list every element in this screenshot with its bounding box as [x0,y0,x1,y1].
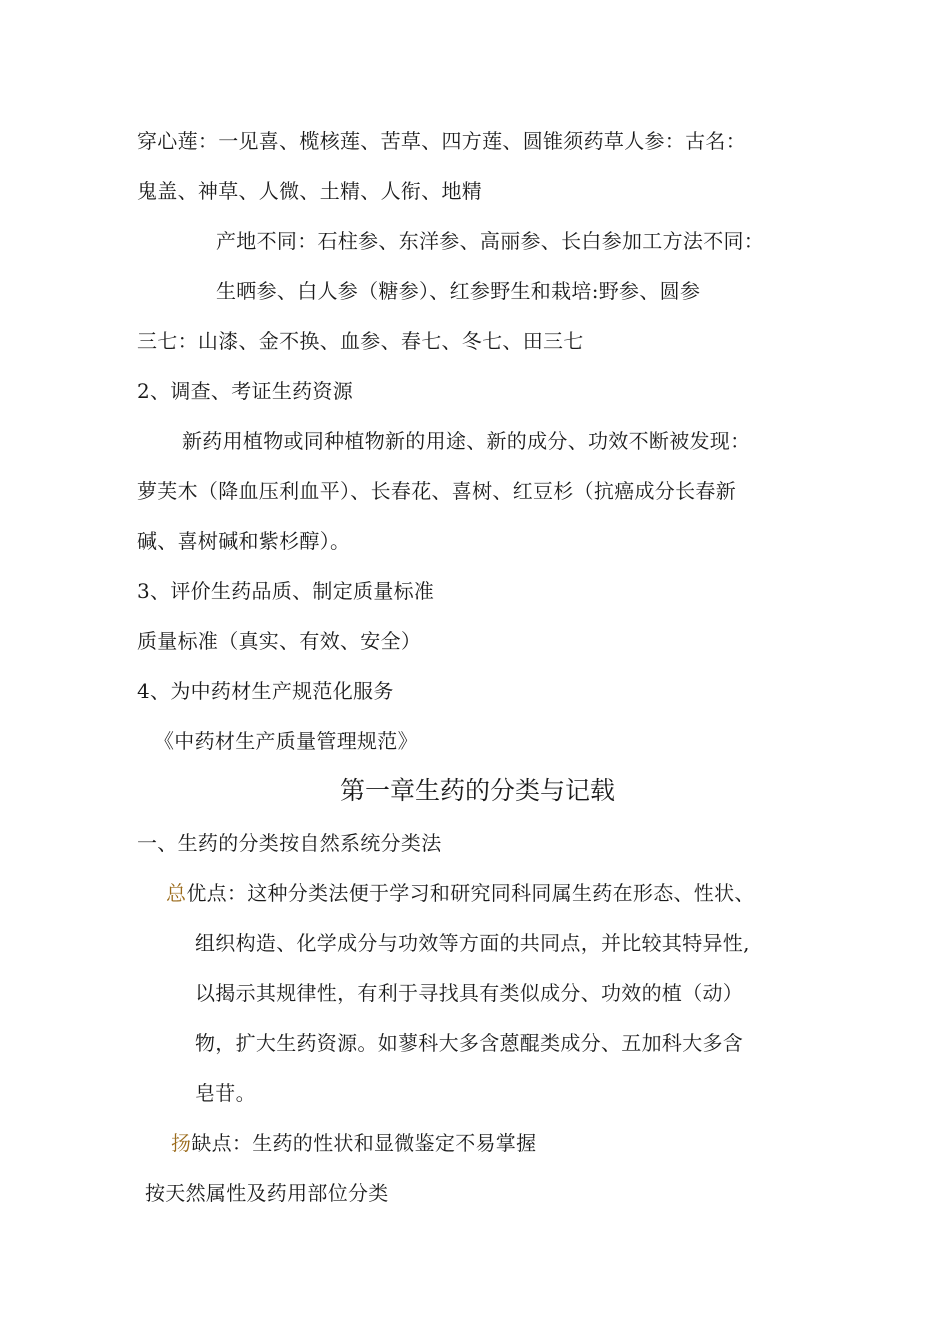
text-line-zhiliang: 质量标准（真实、有效、安全） [137,629,422,653]
margin-mark: 扬 [171,1131,192,1155]
text-line-guigai: 鬼盖、神草、人微、土精、人衔、地精 [137,179,483,203]
advantage-continuation: 组织构造、化学成分与功效等方面的共同点，并比较其特异性, [195,931,750,955]
text-line-shengshaishen: 生晒参、白人参（糖参）、红参野生和栽培:野参、圆参 [216,279,701,303]
disadvantage-line [171,1128,536,1158]
text-line-chandi: 产地不同：石柱参、东洋参、高丽参、长白参加工方法不同： [216,229,765,253]
text-line-xinyao: 新药用植物或同种植物新的用途、新的成分、功效不断被发现： [182,429,751,453]
text-line-sanqi: 三七：山漆、金不换、血参、春七、冬七、田三七 [137,329,584,353]
section-heading: 一、生药的分类按自然系统分类法 [137,831,442,855]
text-line-item-3: 3、评价生药品质、制定质量标准 [137,579,435,603]
margin-mark: 总 [166,881,187,905]
text-line-item-2: 2、调查、考证生药资源 [137,379,354,403]
text-line-luofumu: 萝芙木（降血压利血平）、长春花、喜树、红豆杉（抗癌成分长春新 [137,479,736,503]
chapter-title: 第一章生药的分类与记载 [339,776,615,805]
text-line-gmp: 《中药材生产质量管理规范》 [154,729,418,753]
advantage-line [166,878,755,908]
advantage-continuation: 物，扩大生药资源。如蓼科大多含蒽醌类成分、五加科大多含 [195,1031,744,1055]
text-line-chuanxinlian: 穿心莲：一见喜、榄核莲、苦草、四方莲、圆锥须药草人参：古名： [137,129,746,153]
advantage-text: 优点：这种分类法便于学习和研究同科同属生药在形态、性状、 [186,881,755,905]
text-line-tianran: 按天然属性及药用部位分类 [145,1181,389,1205]
advantage-continuation: 皂苷。 [195,1081,256,1105]
text-line-item-4: 4、为中药材生产规范化服务 [137,679,394,703]
text-line-jian: 碱、喜树碱和紫杉醇）。 [137,529,351,553]
advantage-continuation: 以揭示其规律性，有利于寻找具有类似成分、功效的植（动） [195,981,744,1005]
disadvantage-text: 缺点：生药的性状和显微鉴定不易掌握 [191,1131,537,1155]
